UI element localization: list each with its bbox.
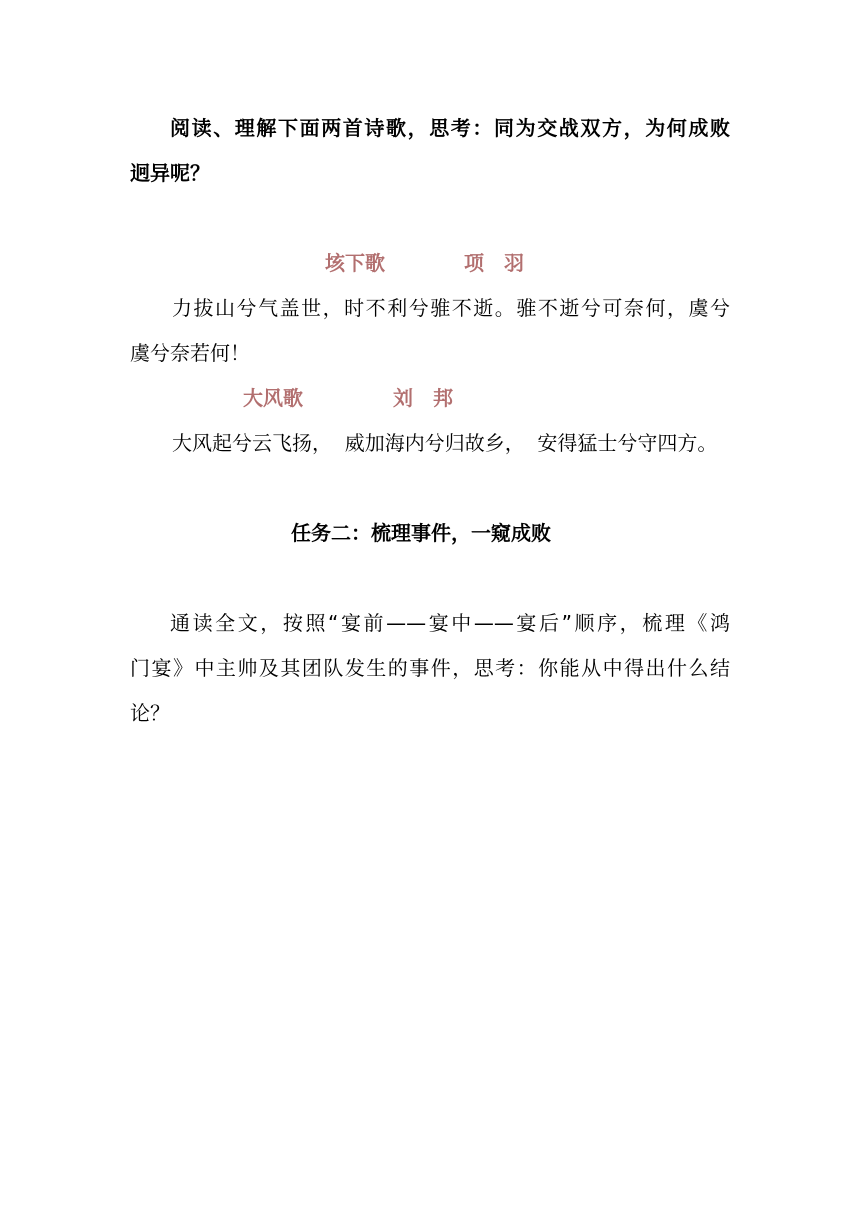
poem2-author: 刘 邦 — [393, 386, 453, 410]
task2-paragraph-line-3: 论？ — [130, 701, 170, 725]
task2-paragraph-line-2: 门宴》中主帅及其团队发生的事件，思考：你能从中得出什么结 — [130, 656, 730, 680]
task2-paragraph-line-1: 通读全文，按照“宴前——宴中——宴后”顺序，梳理《鸿 — [170, 611, 730, 635]
poem1-title: 垓下歌 — [325, 251, 385, 275]
poem2-title: 大风歌 — [243, 386, 303, 410]
poem2-line-1: 大风起兮云飞扬， 威加海内兮归故乡， 安得猛士兮守四方。 — [172, 431, 718, 455]
intro-paragraph-line-2: 迥异呢？ — [130, 161, 210, 185]
poem1-line-2: 虞兮奈若何！ — [130, 341, 250, 365]
poem1-author: 项 羽 — [464, 251, 524, 275]
intro-paragraph-line-1: 阅读、理解下面两首诗歌，思考：同为交战双方，为何成败 — [170, 116, 730, 140]
task2-heading: 任务二：梳理事件，一窥成败 — [291, 521, 551, 545]
poem1-line-1: 力拔山兮气盖世，时不利兮骓不逝。骓不逝兮可奈何，虞兮 — [172, 296, 730, 320]
